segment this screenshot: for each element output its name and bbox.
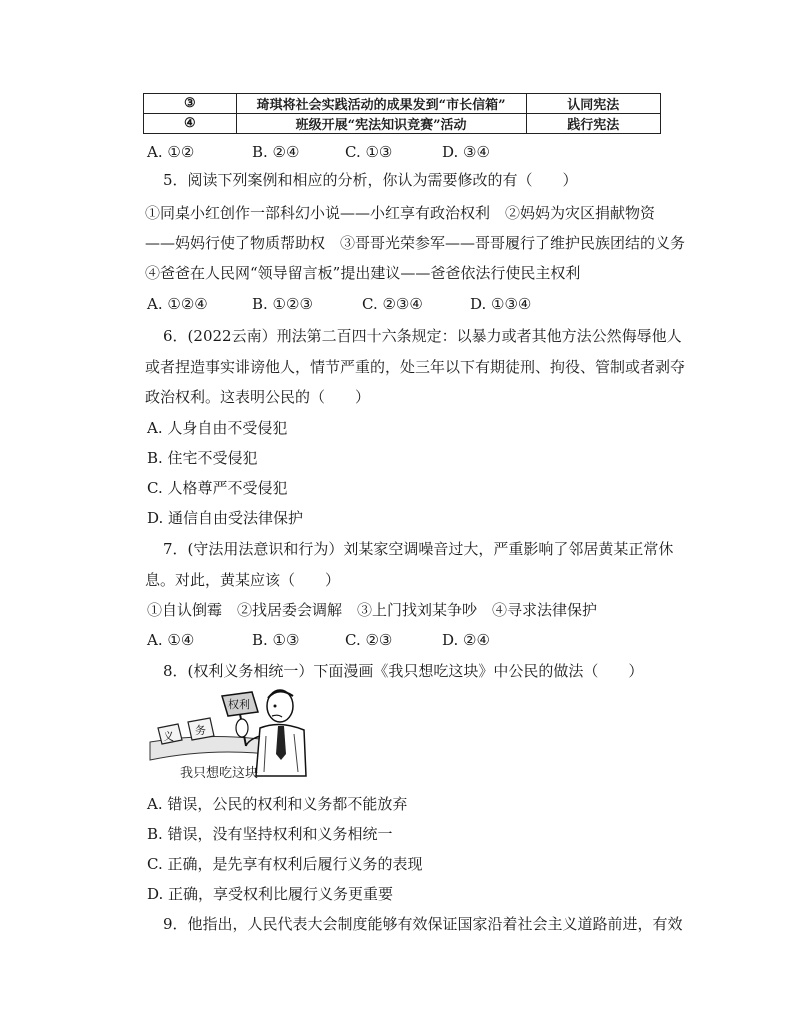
q7-choices: ①自认倒霉 ②找居委会调解 ③上门找刘某争吵 ④寻求法律保护 [147,601,598,619]
answer-table [143,93,661,134]
table-row [144,94,661,114]
q5-line-3: ④爸爸在人民网“领导留言板”提出建议——爸爸依法行使民主权利 [145,264,581,282]
q8-option-d: D. 正确，享受权利比履行义务更重要 [147,885,394,903]
q6-option-b: B. 住宅不受侵犯 [147,449,258,467]
q5-option-d: D. ①③④ [470,295,532,313]
q4-option-a: A. ①② [147,143,195,161]
q8-option-a: A. 错误，公民的权利和义务都不能放弃 [147,795,408,813]
q6-option-d: D. 通信自由受法律保护 [147,509,304,527]
cartoon-label-duty-1: 义 [163,730,174,743]
q7-option-b: B. ①③ [252,631,300,649]
q6-option-c: C. 人格尊严不受侵犯 [147,479,288,497]
q5-option-a: A. ①②④ [147,295,208,313]
q5-line-1: ①同桌小红创作一部科幻小说——小红享有政治权利 ②妈妈为灾区捐献物资 [145,204,656,222]
table-cell-event: 班级开展“宪法知识竞赛”活动 [236,114,526,134]
q4-option-d: D. ③④ [442,143,490,161]
q6-line-2: 或者捏造事实诽谤他人，情节严重的，处三年以下有期徒刑、拘役、管制或者剥夺 [145,358,686,376]
q8-stem: 8．(权利义务相统一）下面漫画《我只想吃这块》中公民的做法（ ） [163,662,644,680]
q8-option-b: B. 错误，没有坚持权利和义务相统一 [147,825,393,843]
q7-line-1: 7．(守法用法意识和行为）刘某家空调噪音过大，严重影响了邻居黄某正常休 [163,540,674,558]
q7-option-a: A. ①④ [147,631,195,649]
q8-option-c: C. 正确，是先享有权利后履行义务的表现 [147,855,423,873]
q4-option-b: B. ②④ [252,143,300,161]
table-cell-result: 认同宪法 [526,94,660,114]
table-cell-num: ④ [144,114,237,134]
q6-line-3: 政治权利。这表明公民的（ ） [145,388,371,406]
cartoon-label-duty-2: 务 [195,724,206,737]
cartoon-label-rights: 权利 [228,698,250,711]
q6-line-1: 6．(2022云南）刑法第二百四十六条规定：以暴力或者其他方法公然侮辱他人 [163,327,682,345]
q5-option-c: C. ②③④ [362,295,423,313]
q7-line-2: 息。对此，黄某应该（ ） [145,571,341,589]
q9-stem: 9．他指出，人民代表大会制度能够有效保证国家沿着社会主义道路前进，有效 [163,915,683,933]
table-row [144,114,661,134]
table-cell-event: 琦琪将社会实践活动的成果发到“市长信箱” [236,94,526,114]
q5-line-2: ——妈妈行使了物质帮助权 ③哥哥光荣参军——哥哥履行了维护民族团结的义务 [145,234,686,252]
q4-option-c: C. ①③ [345,143,393,161]
q7-option-d: D. ②④ [442,631,490,649]
q5-option-b: B. ①②③ [252,295,313,313]
q6-option-a: A. 人身自由不受侵犯 [147,419,288,437]
q7-option-c: C. ②③ [345,631,393,649]
table-cell-num: ③ [144,94,237,114]
q5-stem: 5．阅读下列案例和相应的分析，你认为需要修改的有（ ） [163,171,578,189]
cartoon-caption: 我只想吃这块 [180,766,259,781]
table-cell-result: 践行宪法 [526,114,660,134]
